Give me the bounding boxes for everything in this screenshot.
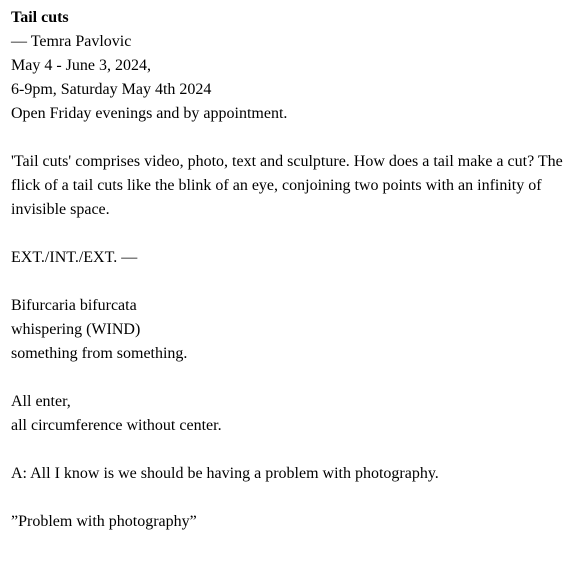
stanza-line: All enter, — [11, 393, 71, 410]
dialogue-line: A: All I know is we should be having a problem with photography. — [11, 465, 439, 482]
stanza-line: Bifurcaria bifurcata — [11, 297, 137, 314]
exhibition-title: Tail cuts — [11, 9, 69, 26]
stanza-line: all circumference without center. — [11, 417, 222, 434]
quote-line: ”Problem with photography” — [11, 513, 197, 530]
artist-name: — Temra Pavlovic — [11, 33, 132, 50]
stanza-line: whispering (WIND) — [11, 321, 141, 338]
stanza-line: something from something. — [11, 345, 188, 362]
scene-heading: EXT./INT./EXT. — — [11, 249, 138, 266]
exhibition-dates: May 4 - June 3, 2024, — [11, 57, 151, 74]
exhibition-description: 'Tail cuts' comprises video, photo, text and sculpture. How does a tail make a cut? The flick of a tail cuts like the blink of an eye, conjoining two points with an infinity of invisible space. — [11, 153, 563, 218]
exhibition-header — [11, 6, 565, 126]
opening-hours: Open Friday evenings and by appointment. — [11, 105, 288, 122]
stanza-one — [11, 294, 565, 366]
stanza-two — [11, 390, 565, 438]
opening-time: 6-9pm, Saturday May 4th 2024 — [11, 81, 212, 98]
